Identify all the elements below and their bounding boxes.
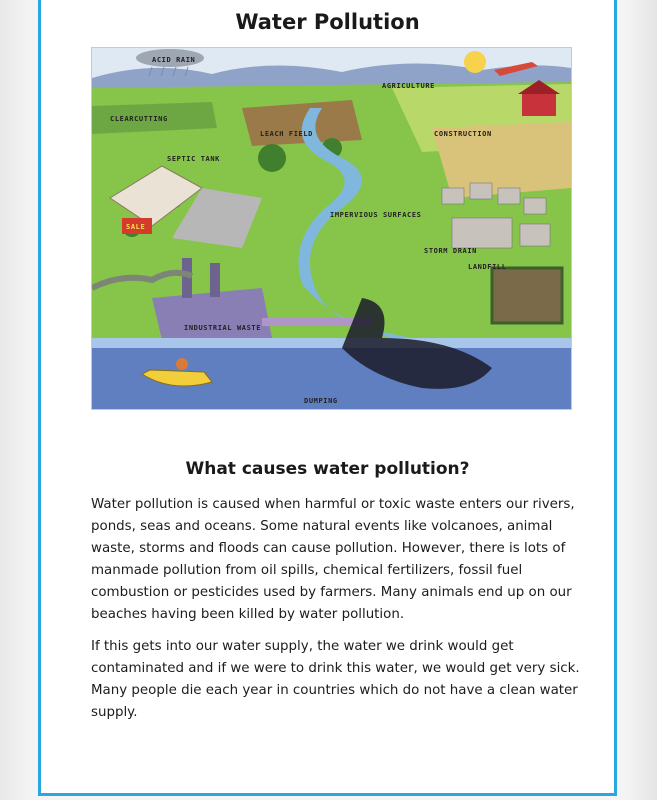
illustration-svg [92, 48, 571, 409]
sale-sign-text: SALE [126, 223, 146, 231]
sun [464, 51, 486, 73]
label-industrial-waste: INDUSTRIAL WASTE [184, 324, 262, 332]
document-page [38, 0, 617, 796]
label-agriculture: AGRICULTURE [382, 82, 435, 90]
plowed-field [242, 100, 362, 146]
smokestack [210, 263, 220, 297]
label-septic-tank: SEPTIC TANK [167, 155, 220, 163]
landfill [492, 268, 562, 323]
barn [522, 92, 556, 116]
shoreline [92, 338, 571, 348]
body-paragraph: If this gets into our water supply, the water we drink would get contaminated and if we were to drink this water, we would get very sick. Many people die each year in countries which do not have a clean water supply. [91, 639, 580, 720]
label-acid-rain: ACID RAIN [152, 56, 196, 64]
label-leach-field: LEACH FIELD [260, 130, 313, 138]
label-construction: CONSTRUCTION [434, 130, 492, 138]
water-pollution-illustration [91, 47, 572, 410]
label-storm-drain: STORM DRAIN [424, 247, 477, 255]
page-title: Water Pollution [235, 10, 420, 34]
label-landfill: LANDFILL [468, 263, 507, 271]
label-impervious-surfaces: IMPERVIOUS SURFACES [330, 211, 422, 219]
section-heading: What causes water pollution? [185, 459, 470, 479]
fisherman [176, 358, 188, 370]
body-paragraph: Water pollution is caused when harmful or toxic waste enters our rivers, ponds, seas and oceans. Some natural events like volcanoes, animal waste, storms and floods can cause pollution. However, there is lots of manmade pollution from oil spills, chemical fertilizers, fossil fuel combustion or pesticides used by farmers. Many animals end up on our beaches having been killed by water pollution. [91, 497, 575, 622]
label-clearcutting: CLEARCUTTING [110, 115, 168, 123]
label-dumping: DUMPING [304, 397, 338, 405]
